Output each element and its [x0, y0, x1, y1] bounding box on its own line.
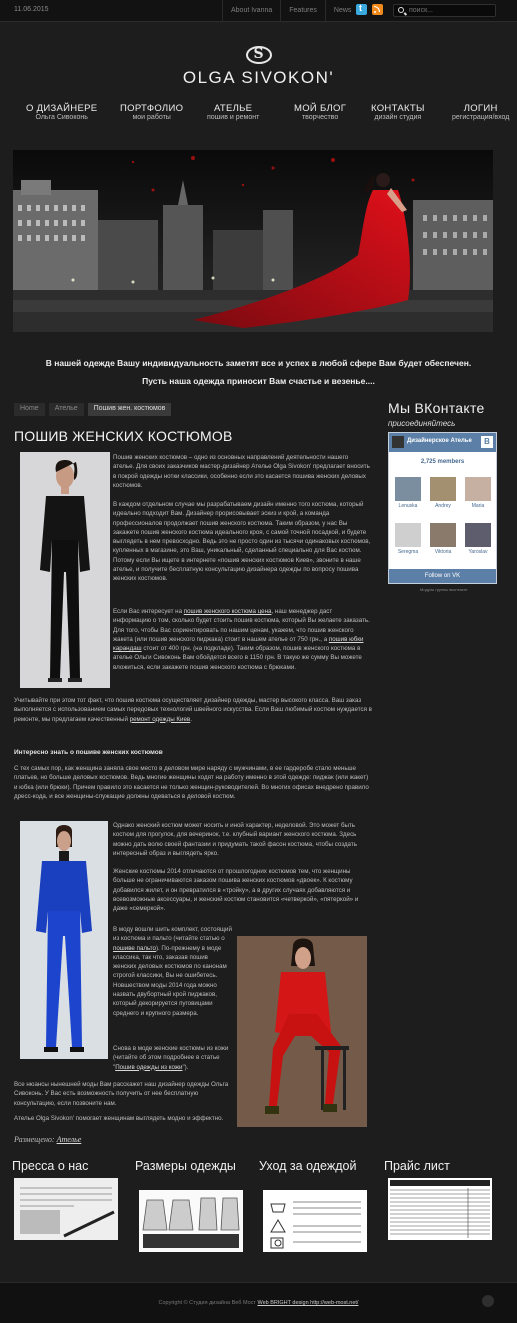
vk-members-count: 2,725 members: [420, 459, 465, 465]
link-pencil-skirt[interactable]: пошив юбки карандаш: [113, 635, 364, 653]
logo-mark-icon: [246, 46, 272, 64]
paragraph-8: В моду вошли шить комплект, состоящий из костюма и пальто (читайте статью о пошиве пальто). По-прежнему в моде классика, так что, заказав пошив женских деловых костюмов по канонам строгой классики, Вы не ошибетесь. Новшеством моды 2014 года можно назвать двубортный крой пиджаков, который декорируется пуговицами среднего и крупного размера.: [113, 926, 232, 1017]
paragraph-10: Все нюансы нынешней моды Вам расскажет наш дизайнер одежды Ольга Сивоконь. У Вас есть возможность получить от нее бесплатную консультацию, если позвоните нам.: [14, 1081, 229, 1107]
sizes-image[interactable]: [139, 1190, 243, 1252]
nav-sub: творчество: [301, 114, 339, 121]
nav-item-portfolio[interactable]: [120, 103, 183, 121]
page-title: ПОШИВ ЖЕНСКИХ КОСТЮМОВ: [14, 428, 233, 444]
breadcrumb: [14, 403, 175, 416]
sidebar-subtitle: присоединяйтесь: [388, 419, 456, 428]
nav-sub: регистрация/вход: [452, 114, 510, 121]
paragraph-3: Если Вас интересует на пошив женского костюма цена, наш менеджер даст информацию о том, сколько будет стоить пошив костюма, который Вы желаете заказать. Для того, чтобы Вас сориентировать по нашим ценам, укажем, что пошив женского жакета (или пошив женского пиджака) стоит в нашем ателье от 750 грн., а пошив юбки карандаш стоит от 400 грн. (на подкладе). Таким образом, пошив женского костюма в ателье Ольги Сивоконь Вам обойдется всего в 1150 грн. В такую же сумму Вы можете вложиться, если закажете пошив женского костюма с брюками.: [113, 608, 370, 671]
breadcrumb-current: Пошив жен. костюмов: [88, 403, 172, 416]
block-title: Прайс лист: [384, 1159, 450, 1173]
price-list-image[interactable]: [388, 1178, 492, 1240]
paragraph-6: Однако женский костюм может носить и иной характер, неделовой. Это может быть костюм для прогулок, для вечеринок, т.е. клубный вариант женского костюма. Здесь можно дать волю своей фантазии и придумать такой фасон костюма, чтобы создать интересный образ и выглядеть ярко.: [113, 822, 357, 857]
sidebar-title: Мы ВКонтакте: [388, 400, 485, 416]
slogan: [0, 358, 517, 394]
footer: [0, 1282, 517, 1323]
top-link-features[interactable]: Features: [280, 0, 325, 22]
slogan-line-1: В нашей одежде Вашу индивидуальность заметят все и успех в любой сфере Вам будет обеспечен.: [45, 358, 472, 368]
vk-logo-icon: В: [481, 436, 493, 448]
search-box: [393, 4, 496, 17]
block-title: Пресса о нас: [12, 1159, 89, 1173]
link-clothing-repair[interactable]: ремонт одежды Киев: [129, 715, 191, 723]
photo-black-suit: [20, 452, 110, 688]
paragraph-5: С тех самых пор, как женщина заняла свое место в деловом мире наряду с мужчинами, в ее гардеробе стало меньше платьев, но больше деловых костюмов. Ведь многие женщины ходят на работу именно в этой одежде: пиджак (или жакет) и юбка (или брюки). Причем правило это касается не только женщин-руководителей. Во многих офисах внедрено правило дресс-кода, и все женщины-служащие должны одеваться в деловой костюм.: [14, 765, 369, 800]
vk-member[interactable]: Maria: [465, 477, 491, 509]
top-bar: [0, 0, 517, 22]
vk-member[interactable]: Lenuska: [395, 477, 421, 509]
vk-member[interactable]: Yaroslav: [465, 523, 491, 555]
link-category-atelier[interactable]: Ателье: [56, 1135, 82, 1144]
block-sizes: [135, 1160, 253, 1173]
nav-sub: мои работы: [132, 114, 171, 121]
section-heading: Интересно знать о пошиве женских костюмов: [14, 749, 163, 756]
banner-illustration: [13, 150, 493, 332]
vk-member[interactable]: Viktoria: [430, 523, 456, 555]
vk-follow-button[interactable]: Follow on VK: [389, 569, 496, 583]
breadcrumb-atelier[interactable]: Ателье: [49, 403, 84, 416]
block-price: [384, 1160, 502, 1173]
vk-group-avatar: [392, 436, 404, 448]
posted-in: Размещено: Ателье: [14, 1135, 82, 1144]
hero-banner: [13, 150, 493, 332]
paragraph-11: Ателье Olga Sivokon' помогает женщинам выглядеть модно и эффектно.: [14, 1115, 224, 1122]
nav-title: ЛОГИН: [463, 103, 498, 114]
vk-group-name: Дизайнерское Ателье: [407, 438, 472, 444]
nav-item-blog[interactable]: [294, 103, 346, 121]
breadcrumb-home[interactable]: Home: [14, 403, 45, 416]
slogan-line-2: Пусть наша одежда приносит Вам счастье и везенье....: [142, 376, 375, 386]
vk-member[interactable]: Seregma: [395, 523, 421, 555]
link-suit-price[interactable]: пошив женского костюма цена: [183, 608, 272, 615]
twitter-icon[interactable]: [356, 4, 367, 15]
site-logo[interactable]: [0, 46, 517, 88]
main-nav: [0, 103, 517, 125]
block-press: [12, 1160, 130, 1173]
paragraph-2: В каждом отдельном случае мы разрабатываем дизайн именно того костюма, который идеально подходит Вам. Дизайнер прорисовывает эскиз и крой, а команда профессионалов продолжает пошив женского костюма. Таким образом, у нас Вы закажете пошив женского костюма идеального кроя, с самой точной посадкой, и будете выглядеть в нем превосходно. Ведь это не просто один из тысячи одинаковых костюмов, купленных в магазине, это Ваш, уникальный, сделанный специально для Вас костюм. Потому если Вы ищете в интернете «пошив женских костюмов Киев», звоните в наше ателье, и получите бесплатную консультацию дизайнера одежды по вопросу пошива женских костюмов.: [113, 501, 371, 583]
vk-member[interactable]: Andrey: [430, 477, 456, 509]
paragraph-1: Пошив женских костюмов – одно из основных направлений деятельности нашего ателье. Для своих заказчиков мастер-дизайнер Ателье Olga Sivokon' предлагает вносить в покрой одежды нотки классики, особенно если это касается пошива женских деловых костюмов.: [113, 454, 370, 489]
nav-sub: пошив и ремонт: [207, 114, 260, 121]
article: [14, 428, 374, 444]
vk-widget-note: Модуль группы вконтакте: [420, 587, 468, 592]
care-image[interactable]: [263, 1190, 367, 1252]
current-date: 11.06.2015: [14, 6, 49, 13]
top-links: [222, 0, 359, 22]
top-link-news[interactable]: News: [325, 0, 360, 22]
vk-widget: [388, 432, 497, 584]
sidebar: [388, 400, 505, 428]
photo-red-suit: [237, 936, 367, 1127]
paragraph-4: Учитывайте при этом тот факт, что пошив костюма осуществляет дизайнер одежды, мастер высокого класса. Ваш заказ выполняется с использованием самых передовых технологий швейного искусства. Если Ваш любимый костюм нуждается в ремонте, мы предлагаем качественный ремонт одежды Киев.: [14, 697, 372, 723]
link-coat-sewing[interactable]: пошиве пальто: [113, 944, 156, 952]
top-link-about[interactable]: About Ivanna: [222, 0, 280, 22]
nav-title: АТЕЛЬЕ: [213, 103, 253, 114]
nav-item-contacts[interactable]: [371, 103, 425, 121]
block-title: Уход за одеждой: [259, 1159, 357, 1173]
link-leather-sewing[interactable]: Пошив одежды из кожи: [115, 1063, 183, 1071]
paragraph-9: Снова в моде женские костюмы из кожи (читайте об этом подробнее в статье "Пошив одежды из кожи").: [113, 1045, 229, 1071]
nav-sub: Ольга Сивоконь: [35, 114, 88, 121]
nav-title: ПОРТФОЛИО: [120, 103, 184, 114]
nav-item-login[interactable]: [452, 103, 509, 121]
rss-icon[interactable]: [372, 4, 383, 15]
nav-title: МОЙ БЛОГ: [294, 103, 347, 114]
footer-copyright: Copyright © Студия дизайна Веб Мост Web BRIGHT design http://web-most.net/: [158, 1300, 359, 1306]
footer-link[interactable]: Web BRIGHT design http://web-most.net/: [257, 1300, 359, 1306]
nav-sub: дизайн студия: [374, 114, 422, 121]
scroll-top-icon[interactable]: [482, 1295, 494, 1307]
paragraph-7: Женские костюмы 2014 отличаются от прошлогодних костюмов тем, что женщины больше не ограничиваются заказом пошива женских костюмов «двоек». К костюму добавился жилет, и он превратился в «тройку», а в других случаях добавляются и всевозможные аксессуары, и женский костюм становится «четверкой», «пятеркой» и даже «семеркой».: [113, 868, 359, 913]
nav-title: О ДИЗАЙНЕРЕ: [26, 103, 98, 114]
logo-name: OLGA SIVOKON': [182, 68, 335, 87]
nav-item-about[interactable]: [26, 103, 97, 121]
vk-header[interactable]: [389, 433, 496, 452]
search-icon[interactable]: [398, 7, 404, 13]
photo-blue-suit: [20, 821, 108, 1059]
block-title: Размеры одежды: [135, 1159, 236, 1173]
nav-item-atelier[interactable]: [207, 103, 259, 121]
search-input[interactable]: [409, 5, 494, 16]
nav-title: КОНТАКТЫ: [371, 103, 425, 114]
press-image[interactable]: [14, 1178, 118, 1240]
block-care: [259, 1160, 377, 1173]
